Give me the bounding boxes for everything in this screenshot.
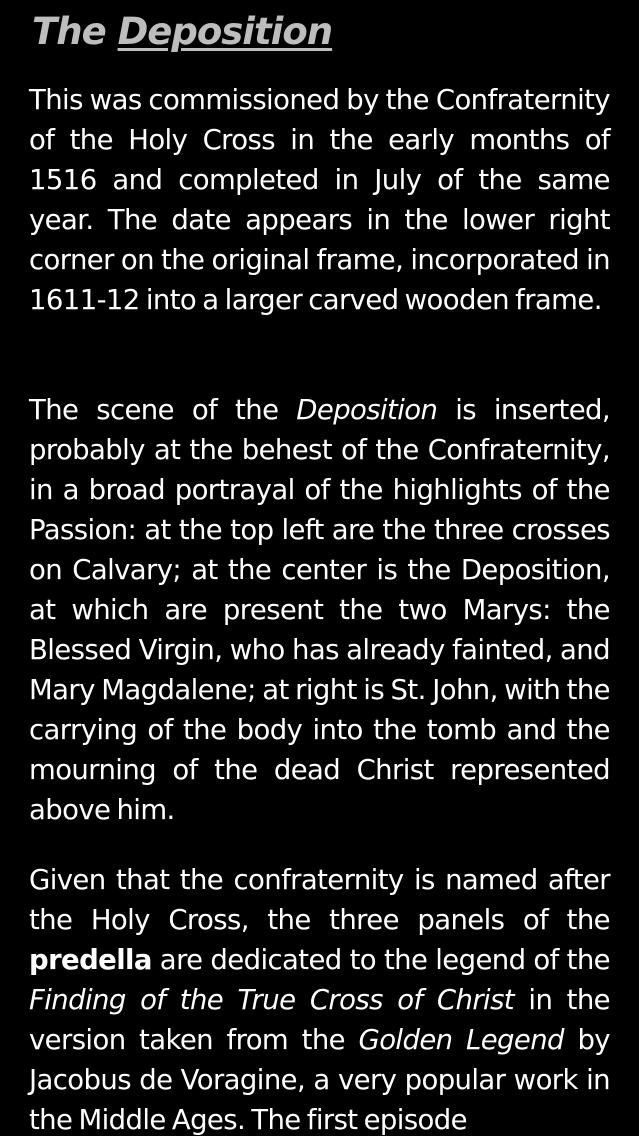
paragraph-3-text-2: are dedicated to the legend of the	[151, 944, 610, 976]
page-title	[32, 8, 332, 56]
paragraph-3-text-3: in the version taken from the	[29, 984, 610, 1056]
paragraph-3-text-4: by Jacobus de Voragine, a very popular work in the Middle Ages. The first episode	[29, 1024, 610, 1136]
title-link-deposition[interactable]: Deposition	[117, 10, 333, 53]
title-prefix: The	[32, 10, 118, 53]
paragraph-1: This was commissioned by the Confraternity of the Holy Cross in the early months of 1516 and completed in July of the same year. The date appears in the lower right corner on the original frame, incorporated in 1611-12 into a larger carved wooden frame.	[29, 84, 610, 316]
paragraph-2	[29, 390, 610, 830]
paragraph-3-emphasis-golden-legend: Golden Legend	[358, 1024, 564, 1056]
paragraph-3-emphasis-finding: Finding of the True Cross of Christ	[29, 984, 514, 1016]
paragraph-3	[29, 860, 610, 1136]
paragraph-3-text-1: Given that the confraternity is named after the Holy Cross, the three panels of the	[29, 864, 610, 936]
predella-link[interactable]: predella	[29, 944, 152, 976]
paragraph-2-emphasis-deposition: Deposition	[296, 394, 438, 426]
paragraph-2-text-2: is inserted, probably at the behest of the Confraternity, in a broad portrayal of the highlights of the Passion: at the top left are the three crosses on Calvary; at the center is the Deposition, at which are present the two Marys: the Blessed Virgin, who has already fainted, and Mary Magdalene; at right is St. John, with the carrying of the body into the tomb and the mourning of the dead Christ represented above him.	[29, 394, 611, 826]
paragraph-2-text-1: The scene of the	[29, 394, 297, 426]
